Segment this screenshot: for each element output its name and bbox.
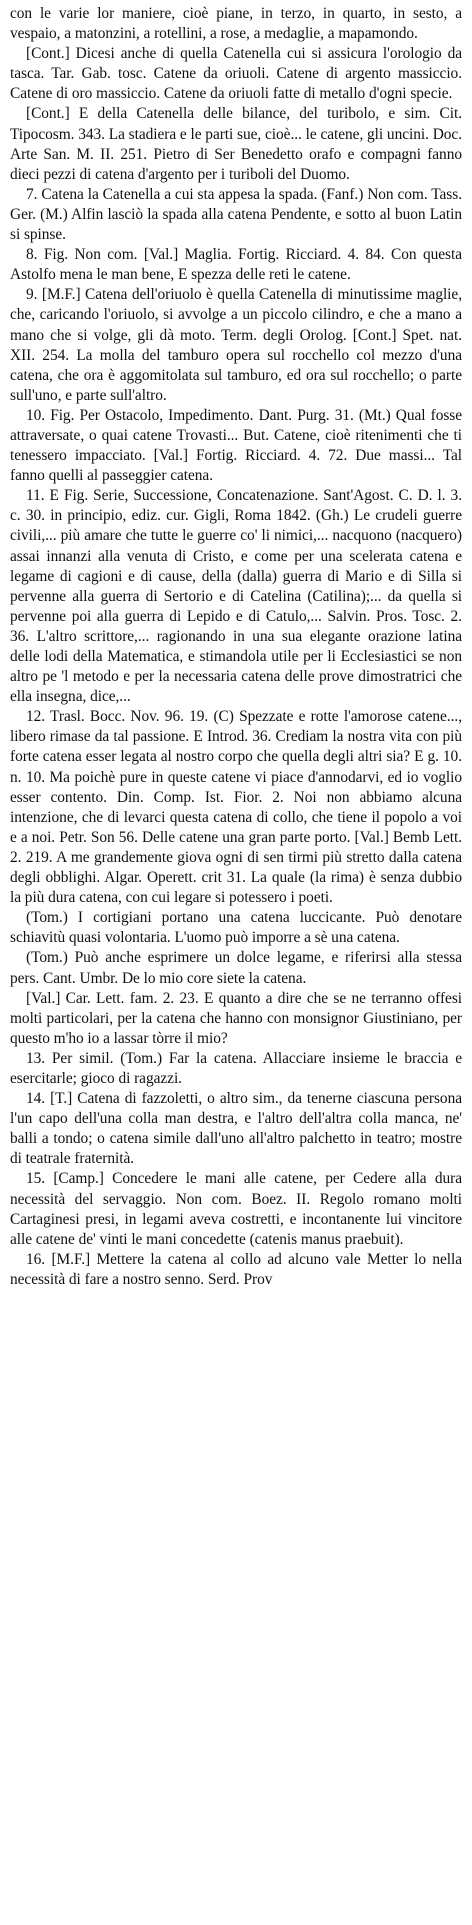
entry-subsense	[10, 948, 462, 988]
entry-sense-11	[10, 486, 462, 707]
entry-text: 9. [M.F.] Catena dell'oriuolo è quella Catenella di minutissime maglie, che, caricando l'oriuolo, si avvolge a un piccolo cilindro, e che a mano a mano che si volge, gli dà moto. Term. degli Orolog. [Cont.] Spet. nat. XII. 254. La molla del tamburo opera sul rocchello col mezzo d'una catena, che ora è aggomitolata sul tamburo, ed ora sul rocchello; o parte sull'uno, e parte sull'altro.	[10, 286, 462, 404]
entry-subsense	[10, 908, 462, 948]
entry-text: 15. [Camp.] Concedere le mani alle catene, per Cedere alla dura necessità del servaggio. Non com. Boez. II. Regolo romano molti Cartaginesi presi, in legami aveva costretti, e incontanente lui vincitore alle catene de' vinti le mani concedette (catenis manus praebuit).	[10, 1170, 462, 1248]
entry-sense-15	[10, 1169, 462, 1249]
entry-text: 10. Fig. Per Ostacolo, Impedimento. Dant. Purg. 31. (Mt.) Qual fosse attraversate, o quai catene Trovasti... But. Catene, cioè ritenimenti che ti tenessero impacciato. [Val.] Fortig. Ricciard. 4. 72. Due massi... Tal fanno quelli al passeggier catena.	[10, 406, 462, 485]
entry-text: [Val.] Car. Lett. fam. 2. 23. E quanto a dire che se ne terranno offesi molti particolari, per la catena che hanno con monsignor Giustiniano, per questo m'ho io a lassar tòrre il mio?	[10, 989, 462, 1047]
entry-text: 8. Fig. Non com. [Val.] Maglia. Fortig. Ricciard. 4. 84. Con questa Astolfo mena le man bene, E spezza delle reti le catene.	[10, 246, 462, 284]
entry-sense-14	[10, 1089, 462, 1169]
entry-sense-8	[10, 245, 462, 285]
entry-sense-12	[10, 707, 462, 908]
entry-text: 13. Per simil. (Tom.) Far la catena. Allacciare insieme le braccia e esercitarle; gioco di ragazzi.	[10, 1049, 462, 1087]
entry-text: [Cont.] Dicesi anche di quella Catenella cui si assicura l'orologio da tasca. Tar. Gab. tosc. Catene da oriuoli. Catene di argento massiccio. Catene di oro massiccio. Catene da oriuoli fatte di metallo d'ogni specie.	[10, 45, 462, 103]
entry-sense-16	[10, 1250, 462, 1290]
entry-text: 11. E Fig. Serie, Successione, Concatenazione. Sant'Agost. C. D. l. 3. c. 30. in principio, ediz. cur. Gigli, Roma 1842. (Gh.) Le crudeli guerre civili,... più amare che tutte le guerre co' li nimici,... nacquono (nacquero) assai innanzi alla venuta di Cristo, e come per una scelerata catena e legame di cagioni e di cause, della (dalla) guerra di Mario e di Silla si pervenne alla guerra di Sertorio e di Catelina (Catilina);... da quella si pervenne poi alla guerra di Lepido e di Catulo,... Salvin. Pros. Tosc. 2. 36. L'altro scrittore,... ragionando in una sua elegante orazione latina delle lodi della Matematica, e stimandola utile per li Ecclesiastici se non altro pe 'l metodo e per la necessaria catena delle prove dimostratrici che ella insegna, dice,...	[10, 487, 462, 706]
entry-sense-7	[10, 185, 462, 245]
entry-subsense	[10, 44, 462, 104]
entry-text: 7. Catena la Catenella a cui sta appesa la spada. (Fanf.) Non com. Tass. Ger. (M.) Alfin lasciò la spada alla catena Pendente, e sotto al buon Latin si spinse.	[10, 185, 462, 244]
entry-text: 14. [T.] Catena di fazzoletti, o altro sim., da tenerne ciascuna persona l'un capo dell'una colla man destra, e l'altro dell'altra colla manca, ne' balli a tondo; o catena simile dall'uno all'altro palchetto in teatro; mostre di teatrale fraternità.	[10, 1090, 462, 1168]
entry-sense-10	[10, 406, 462, 486]
entry-subsense	[10, 104, 462, 184]
entry-text: (Tom.) I cortigiani portano una catena luccicante. Può denotare schiavitù quasi volontaria. L'uomo può imporre a sè una catena.	[10, 909, 462, 947]
entry-text: [Cont.] E della Catenella delle bilance, del turibolo, e sim. Cit. Tipocosm. 343. La stadiera e le parti sue, cioè... le catene, gli uncini. Doc. Arte San. M. II. 251. Pietro di Ser Benedetto orafo e compagni fanno dieci pezzi di catena d'argento per i turiboli del Duomo.	[10, 105, 462, 183]
entry-text: 12. Trasl. Bocc. Nov. 96. 19. (C) Spezzate e rotte l'amorose catene..., libero rimase da tal passione. E Introd. 36. Crediam la nostra vita con più forte catena esser legata al nostro corpo che quella degli altri sia? E g. 10. n. 10. Ma poichè pure in queste catene vi piace d'annodarvi, ed io voglio esser contento. Din. Comp. Ist. Fior. 2. Noi non abbiamo alcuna intenzione, che di levarci questa catena di collo, che tiene il popolo a voi e a noi. Petr. Son 56. Delle catene una gran parte porto. [Val.] Bemb Lett. 2. 219. A me grandemente giova ogni di sen tirmi più stretto dalla catena degli obblighi. Algar. Operett. crit 31. La quale (la rima) è senza dubbio la più dura catena, con cui legare si potessero i poeti.	[10, 708, 462, 907]
entry-text: (Tom.) Può anche esprimere un dolce legame, e riferirsi alla stessa pers. Cant. Umbr. De lo mio core siete la catena.	[10, 949, 462, 987]
entry-text: 16. [M.F.] Mettere la catena al collo ad alcuno vale Metter lo nella necessità di fare a nostro senno. Serd. Prov	[10, 1250, 462, 1288]
entry-sense-9	[10, 285, 462, 406]
entry-text: con le varie lor maniere, cioè piane, in terzo, in quarto, in sesto, a vespaio, a matonzini, a rotellini, a rose, a medaglie, a mapamondo.	[10, 5, 462, 43]
entry-subsense	[10, 989, 462, 1049]
entry-continuation	[10, 4, 462, 44]
entry-sense-13	[10, 1049, 462, 1089]
